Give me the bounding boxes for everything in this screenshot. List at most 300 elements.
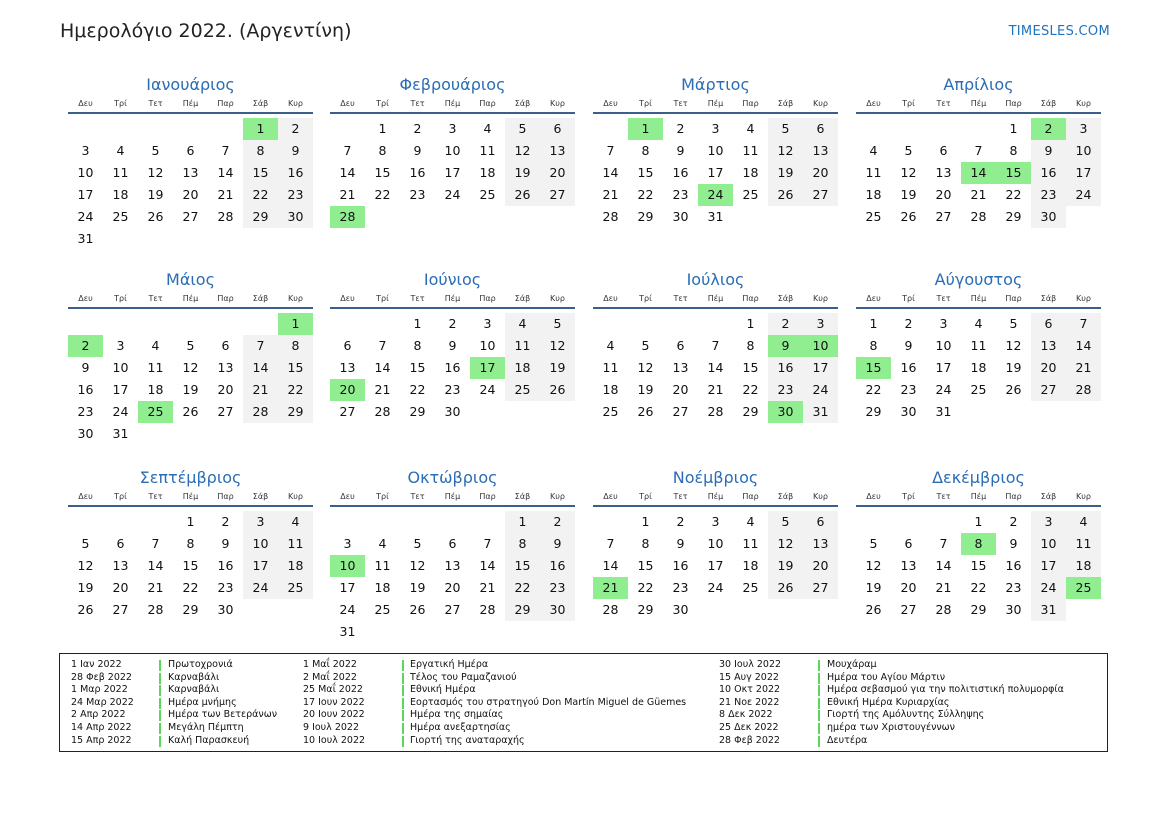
weekday-label: Δευ (866, 294, 881, 303)
day-cell: 20 (330, 379, 365, 401)
holiday-date: 10 Οκτ 2022 (719, 684, 781, 696)
day-cell: 20 (672, 382, 689, 397)
day-cell: 29 (278, 401, 313, 423)
day-cell: 28 (330, 206, 365, 228)
holiday-marker (402, 685, 404, 696)
weekday-label: Σάβ (1040, 492, 1057, 501)
day-cell: 6 (904, 536, 913, 551)
day-cell: 25 (742, 187, 759, 202)
weekday-label: Παρ (742, 99, 759, 108)
day-cell: 20 (935, 187, 952, 202)
weekday-label: Παρ (1005, 492, 1022, 501)
day-cell: 24 (339, 602, 356, 617)
day-cell: 19 (865, 580, 882, 595)
day-cell: 17 (77, 187, 94, 202)
day-cell: 9 (221, 536, 230, 551)
holiday-name: Τέλος του Ραμαζανιού (410, 671, 517, 683)
day-cell: 26 (637, 404, 654, 419)
day-cell: 21 (602, 187, 619, 202)
day-cell: 2 (768, 313, 803, 335)
weekday-label: Παρ (1005, 294, 1022, 303)
day-cell: 7 (606, 536, 615, 551)
weekday-label: Πέμ (707, 294, 724, 303)
holiday-marker (818, 710, 820, 721)
day-cell: 8 (243, 140, 278, 162)
day-cell: 25 (505, 379, 540, 401)
brand-link[interactable]: TIMESLES.COM (1008, 24, 1110, 39)
holiday-name: Γιορτή της αναταραχής (410, 734, 525, 746)
weekday-label: Τρί (902, 492, 915, 501)
day-cell: 4 (483, 121, 492, 136)
day-cell: 29 (505, 599, 540, 621)
day-cell: 26 (768, 184, 803, 206)
day-cell: 1 (628, 118, 663, 140)
holiday-name: Εθνική Ημέρα (410, 684, 476, 696)
day-cell: 29 (637, 602, 654, 617)
day-cell: 27 (112, 602, 129, 617)
day-grid (68, 313, 313, 445)
day-cell: 10 (112, 360, 129, 375)
holiday-date: 10 Ιουλ 2022 (303, 734, 366, 746)
day-cell: 2 (448, 316, 457, 331)
day-cell: 13 (672, 360, 689, 375)
month-block (593, 269, 838, 423)
weekday-label: Παρ (742, 294, 759, 303)
weekday-label: Δευ (603, 492, 618, 501)
weekday-label: Δευ (866, 99, 881, 108)
day-cell: 18 (147, 382, 164, 397)
day-cell: 26 (900, 209, 917, 224)
holiday-date: 15 Απρ 2022 (71, 734, 132, 746)
weekday-label: Τετ (148, 99, 163, 108)
day-cell: 31 (935, 404, 952, 419)
day-cell: 8 (378, 143, 387, 158)
weekday-label: Τετ (936, 492, 951, 501)
day-cell: 3 (81, 143, 90, 158)
day-cell: 19 (768, 162, 803, 184)
day-cell: 24 (803, 379, 838, 401)
day-cell: 9 (1031, 140, 1066, 162)
weekday-label: Σάβ (252, 99, 269, 108)
day-cell: 28 (602, 209, 619, 224)
day-cell: 23 (672, 187, 689, 202)
weekday-label: Κυρ (288, 294, 303, 303)
day-cell: 5 (151, 143, 160, 158)
day-cell: 25 (1066, 577, 1101, 599)
day-cell: 29 (409, 404, 426, 419)
weekday-label: Πέμ (970, 99, 987, 108)
day-cell: 24 (479, 382, 496, 397)
holiday-name: Εργατική Ημέρα (410, 659, 489, 670)
day-cell: 2 (413, 121, 422, 136)
day-cell: 20 (803, 555, 838, 577)
month-block (330, 74, 575, 228)
day-cell: 14 (935, 558, 952, 573)
day-cell: 11 (479, 143, 496, 158)
day-cell: 23 (444, 382, 461, 397)
day-cell: 12 (409, 558, 426, 573)
holiday-date: 14 Απρ 2022 (71, 721, 132, 733)
day-cell: 1 (505, 511, 540, 533)
day-cell: 25 (138, 401, 173, 423)
day-cell: 19 (1005, 360, 1022, 375)
day-cell: 2 (904, 316, 913, 331)
weekday-label: Παρ (479, 99, 496, 108)
weekday-label: Τρί (639, 99, 652, 108)
day-cell: 13 (803, 140, 838, 162)
day-cell: 17 (1066, 162, 1101, 184)
day-cell: 23 (217, 580, 234, 595)
day-cell: 13 (540, 140, 575, 162)
day-cell: 13 (803, 533, 838, 555)
day-cell: 17 (339, 580, 356, 595)
month-name: Δεκέμβριος (932, 468, 1025, 487)
day-cell: 1 (974, 514, 983, 529)
day-cell: 26 (1005, 382, 1022, 397)
day-cell: 19 (540, 357, 575, 379)
day-cell: 21 (935, 580, 952, 595)
day-cell: 17 (803, 357, 838, 379)
day-cell: 17 (470, 357, 505, 379)
day-cell: 24 (243, 577, 278, 599)
day-cell: 10 (803, 335, 838, 357)
holiday-marker (159, 736, 161, 747)
day-cell: 27 (217, 404, 234, 419)
day-cell: 22 (865, 382, 882, 397)
weekday-label: Πέμ (182, 294, 199, 303)
day-cell: 21 (339, 187, 356, 202)
weekday-label: Παρ (479, 294, 496, 303)
day-cell: 11 (112, 165, 129, 180)
day-cell: 19 (900, 187, 917, 202)
holiday-date: 24 Μαρ 2022 (71, 696, 134, 708)
holiday-marker (402, 736, 404, 747)
holiday-name: Γιορτή της Αμόλυντης Σύλληψης (827, 709, 985, 721)
holiday-name: Ημέρα μνήμης (168, 696, 237, 708)
day-cell: 17 (243, 555, 278, 577)
holiday-marker (818, 723, 820, 734)
day-cell: 3 (243, 511, 278, 533)
day-cell: 27 (444, 602, 461, 617)
day-cell: 21 (1066, 357, 1101, 379)
month-name: Μάιος (166, 270, 215, 289)
day-cell: 9 (81, 360, 90, 375)
holiday-name: Δευτέρα (827, 734, 868, 746)
day-cell: 14 (147, 558, 164, 573)
day-cell: 13 (339, 360, 356, 375)
day-cell: 6 (116, 536, 125, 551)
day-cell: 3 (483, 316, 492, 331)
day-cell: 31 (803, 401, 838, 423)
day-cell: 22 (505, 577, 540, 599)
day-cell: 22 (1005, 187, 1022, 202)
day-cell: 29 (637, 209, 654, 224)
weekday-label: Τετ (410, 294, 425, 303)
weekday-label: Δευ (78, 492, 93, 501)
day-cell: 25 (742, 580, 759, 595)
day-cell: 7 (1066, 313, 1101, 335)
day-cell: 6 (676, 338, 685, 353)
day-cell: 4 (746, 514, 755, 529)
day-cell: 16 (672, 558, 689, 573)
day-cell: 12 (900, 165, 917, 180)
day-cell: 13 (112, 558, 129, 573)
day-cell: 18 (505, 357, 540, 379)
day-cell: 23 (672, 580, 689, 595)
day-cell: 19 (409, 580, 426, 595)
day-cell: 10 (444, 143, 461, 158)
day-cell: 22 (374, 187, 391, 202)
weekday-label: Δευ (866, 492, 881, 501)
weekday-label: Τετ (936, 294, 951, 303)
day-cell: 29 (1005, 209, 1022, 224)
day-cell: 9 (540, 533, 575, 555)
day-cell: 10 (935, 338, 952, 353)
holiday-date: 17 Ιουν 2022 (303, 696, 365, 708)
day-cell: 6 (540, 118, 575, 140)
day-cell: 3 (1031, 511, 1066, 533)
day-cell: 21 (970, 187, 987, 202)
day-cell: 15 (278, 357, 313, 379)
weekday-label: Πέμ (444, 294, 461, 303)
weekday-header (330, 98, 575, 114)
day-cell: 5 (540, 313, 575, 335)
day-cell: 27 (540, 184, 575, 206)
month-block (593, 74, 838, 228)
day-cell: 7 (974, 143, 983, 158)
day-cell: 13 (900, 558, 917, 573)
day-cell: 27 (339, 404, 356, 419)
day-cell: 26 (77, 602, 94, 617)
day-cell: 19 (768, 555, 803, 577)
day-grid (330, 118, 575, 228)
month-name: Οκτώβριος (407, 468, 498, 487)
day-cell: 31 (1031, 599, 1066, 621)
day-cell: 18 (865, 187, 882, 202)
day-cell: 2 (676, 514, 685, 529)
day-grid (330, 313, 575, 423)
weekday-label: Δευ (340, 294, 355, 303)
day-cell: 16 (540, 555, 575, 577)
day-cell: 8 (186, 536, 195, 551)
holiday-marker (159, 698, 161, 709)
day-cell: 27 (803, 577, 838, 599)
holiday-date: 20 Ιουν 2022 (303, 709, 365, 721)
month-name: Μάρτιος (681, 75, 750, 94)
holiday-marker (402, 698, 404, 709)
day-cell: 15 (742, 360, 759, 375)
weekday-label: Σάβ (777, 294, 794, 303)
day-cell: 12 (147, 165, 164, 180)
day-cell: 28 (479, 602, 496, 617)
day-cell: 17 (707, 558, 724, 573)
weekday-label: Σάβ (514, 99, 531, 108)
day-cell: 8 (413, 338, 422, 353)
day-cell: 2 (278, 118, 313, 140)
holiday-marker (159, 710, 161, 721)
holiday-date: 25 Δεκ 2022 (719, 721, 779, 733)
day-cell: 4 (869, 143, 878, 158)
day-cell: 2 (676, 121, 685, 136)
weekday-label: Κυρ (1076, 492, 1091, 501)
day-cell: 6 (939, 143, 948, 158)
weekday-label: Κυρ (1076, 294, 1091, 303)
weekday-label: Τρί (114, 99, 127, 108)
day-cell: 28 (243, 401, 278, 423)
day-cell: 30 (1031, 206, 1066, 228)
weekday-label: Τρί (376, 99, 389, 108)
day-cell: 30 (672, 209, 689, 224)
weekday-label: Πέμ (182, 492, 199, 501)
weekday-label: Παρ (1005, 99, 1022, 108)
day-cell: 10 (1066, 140, 1101, 162)
holiday-date: 1 Μαΐ 2022 (303, 659, 357, 670)
day-cell: 25 (602, 404, 619, 419)
day-cell: 2 (1031, 118, 1066, 140)
day-cell: 21 (243, 379, 278, 401)
day-cell: 2 (540, 511, 575, 533)
day-cell: 6 (803, 511, 838, 533)
day-cell: 23 (1031, 184, 1066, 206)
day-cell: 1 (869, 316, 878, 331)
holiday-name: Πρωτοχρονιά (168, 659, 233, 670)
day-cell: 7 (939, 536, 948, 551)
day-cell: 1 (186, 514, 195, 529)
day-cell: 5 (641, 338, 650, 353)
weekday-label: Πέμ (707, 99, 724, 108)
day-cell: 24 (935, 382, 952, 397)
day-cell: 30 (217, 602, 234, 617)
day-cell: 24 (698, 184, 733, 206)
holiday-marker (402, 660, 404, 671)
weekday-label: Κυρ (288, 99, 303, 108)
day-cell: 20 (217, 382, 234, 397)
day-cell: 1 (413, 316, 422, 331)
day-grid (593, 511, 838, 621)
holiday-marker (159, 673, 161, 684)
weekday-label: Τρί (639, 294, 652, 303)
day-cell: 6 (448, 536, 457, 551)
day-cell: 10 (330, 555, 365, 577)
day-cell: 24 (77, 209, 94, 224)
weekday-label: Σάβ (1040, 99, 1057, 108)
day-cell: 22 (182, 580, 199, 595)
weekday-label: Κυρ (813, 294, 828, 303)
day-cell: 10 (77, 165, 94, 180)
day-cell: 27 (672, 404, 689, 419)
day-cell: 6 (803, 118, 838, 140)
day-cell: 15 (637, 558, 654, 573)
day-cell: 9 (676, 143, 685, 158)
month-block (593, 467, 838, 621)
day-cell: 27 (182, 209, 199, 224)
day-cell: 23 (768, 379, 803, 401)
day-cell: 23 (1005, 580, 1022, 595)
day-cell: 4 (378, 536, 387, 551)
day-cell: 14 (961, 162, 996, 184)
holiday-date: 28 Φεβ 2022 (719, 734, 780, 746)
page-title: Ημερολόγιο 2022. (Αργεντίνη) (60, 20, 352, 42)
day-cell: 30 (900, 404, 917, 419)
month-block (856, 74, 1101, 228)
month-name: Ιανουάριος (146, 75, 235, 94)
day-cell: 4 (278, 511, 313, 533)
day-cell: 7 (243, 335, 278, 357)
day-cell: 12 (182, 360, 199, 375)
month-name: Νοέμβριος (672, 468, 759, 487)
day-cell: 21 (707, 382, 724, 397)
weekday-header (68, 98, 313, 114)
day-cell: 15 (243, 162, 278, 184)
holiday-name: Ημέρα των Βετεράνων (168, 709, 278, 721)
holiday-marker (159, 723, 161, 734)
day-cell: 20 (1031, 357, 1066, 379)
weekday-label: Κυρ (288, 492, 303, 501)
month-block (330, 467, 575, 643)
day-cell: 22 (409, 382, 426, 397)
month-name: Ιούλιος (686, 270, 745, 289)
holiday-name: Καρναβάλι (168, 671, 220, 683)
weekday-label: Τετ (148, 492, 163, 501)
holiday-name: Ημέρα του Αγίου Μάρτιν (827, 671, 946, 683)
day-cell: 8 (869, 338, 878, 353)
day-cell: 23 (278, 184, 313, 206)
day-cell: 13 (217, 360, 234, 375)
day-grid (330, 511, 575, 643)
day-cell: 20 (540, 162, 575, 184)
weekday-label: Πέμ (444, 99, 461, 108)
day-grid (593, 118, 838, 228)
day-cell: 16 (217, 558, 234, 573)
day-cell: 3 (939, 316, 948, 331)
weekday-label: Τρί (376, 294, 389, 303)
day-cell: 23 (409, 187, 426, 202)
holiday-name: Καρναβάλι (168, 684, 220, 696)
weekday-label: Σάβ (514, 294, 531, 303)
holiday-name: Ημέρα της σημαίας (410, 709, 504, 721)
day-cell: 13 (182, 165, 199, 180)
weekday-label: Κυρ (1076, 99, 1091, 108)
weekday-label: Τετ (673, 492, 688, 501)
weekday-label: Σάβ (777, 99, 794, 108)
day-cell: 24 (1066, 184, 1101, 206)
day-cell: 19 (637, 382, 654, 397)
day-cell: 23 (77, 404, 94, 419)
day-cell: 29 (243, 206, 278, 228)
day-cell: 4 (151, 338, 160, 353)
day-cell: 22 (278, 379, 313, 401)
weekday-header (68, 491, 313, 507)
day-cell: 27 (1031, 379, 1066, 401)
day-cell: 3 (116, 338, 125, 353)
day-cell: 9 (278, 140, 313, 162)
day-cell: 24 (1031, 577, 1066, 599)
day-cell: 25 (278, 577, 313, 599)
day-cell: 7 (606, 143, 615, 158)
weekday-label: Δευ (78, 294, 93, 303)
weekday-label: Τετ (410, 492, 425, 501)
day-cell: 13 (1031, 335, 1066, 357)
holiday-marker (818, 660, 820, 671)
day-cell: 29 (865, 404, 882, 419)
holiday-date: 1 Μαρ 2022 (71, 684, 128, 696)
day-cell: 3 (448, 121, 457, 136)
day-grid (856, 313, 1101, 423)
day-cell: 14 (707, 360, 724, 375)
day-cell: 14 (479, 558, 496, 573)
holiday-date: 25 Μαΐ 2022 (303, 684, 363, 696)
month-block (68, 467, 313, 621)
